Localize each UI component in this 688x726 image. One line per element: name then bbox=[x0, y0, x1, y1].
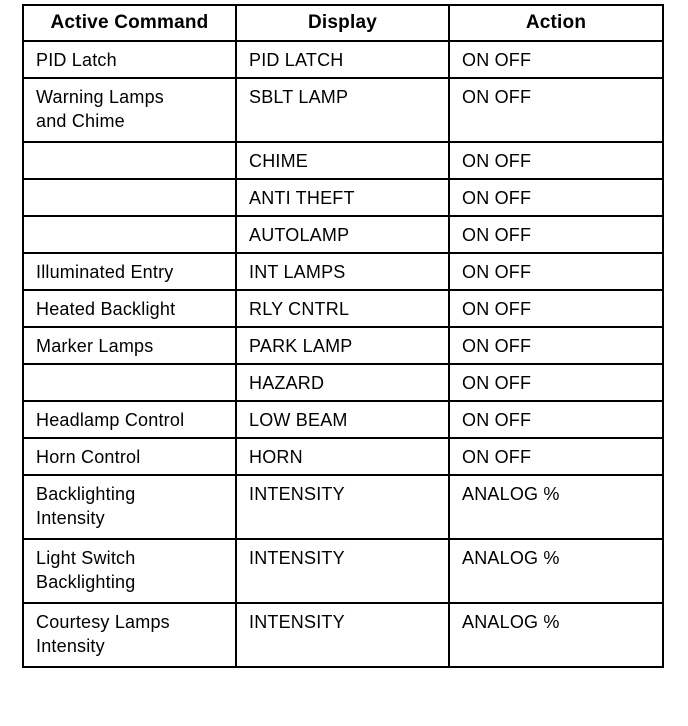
action-label: ON OFF bbox=[462, 50, 532, 70]
command-cell bbox=[23, 179, 236, 216]
command-cell bbox=[23, 401, 236, 438]
action-cell bbox=[449, 475, 663, 539]
action-cell bbox=[449, 142, 663, 179]
table-row bbox=[23, 401, 663, 438]
action-label: ON OFF bbox=[462, 373, 532, 393]
header-row bbox=[23, 5, 663, 41]
command-cell bbox=[23, 539, 236, 603]
command-cell bbox=[23, 475, 236, 539]
action-cell bbox=[449, 438, 663, 475]
action-cell bbox=[449, 539, 663, 603]
action-cell bbox=[449, 216, 663, 253]
action-cell bbox=[449, 78, 663, 142]
action-cell bbox=[449, 290, 663, 327]
action-cell bbox=[449, 401, 663, 438]
action-label: ON OFF bbox=[462, 336, 532, 356]
action-cell bbox=[449, 364, 663, 401]
display-cell bbox=[236, 364, 449, 401]
active-command-table bbox=[22, 4, 664, 668]
header-action: Action bbox=[449, 5, 663, 41]
display-label: INTENSITY bbox=[249, 484, 345, 504]
action-label: ANALOG % bbox=[462, 484, 560, 504]
command-cell bbox=[23, 78, 236, 142]
table-row bbox=[23, 327, 663, 364]
command-cell bbox=[23, 327, 236, 364]
table-row bbox=[23, 179, 663, 216]
display-label: AUTOLAMP bbox=[249, 225, 350, 245]
display-label: SBLT LAMP bbox=[249, 87, 349, 107]
display-cell bbox=[236, 41, 449, 78]
display-cell bbox=[236, 78, 449, 142]
display-label: HAZARD bbox=[249, 373, 325, 393]
command-cell bbox=[23, 142, 236, 179]
command-label: Headlamp Control bbox=[36, 410, 185, 430]
table-row bbox=[23, 539, 663, 603]
command-cell bbox=[23, 364, 236, 401]
command-cell bbox=[23, 290, 236, 327]
display-label: PID LATCH bbox=[249, 50, 344, 70]
display-cell bbox=[236, 179, 449, 216]
table-row bbox=[23, 438, 663, 475]
action-cell bbox=[449, 41, 663, 78]
action-cell bbox=[449, 327, 663, 364]
table-row bbox=[23, 142, 663, 179]
command-label: Backlighting Intensity bbox=[36, 484, 136, 528]
action-label: ON OFF bbox=[462, 262, 532, 282]
command-label: Illuminated Entry bbox=[36, 262, 174, 282]
display-label: LOW BEAM bbox=[249, 410, 348, 430]
header-display: Display bbox=[236, 5, 449, 41]
command-cell bbox=[23, 216, 236, 253]
display-label: RLY CNTRL bbox=[249, 299, 350, 319]
action-label: ON OFF bbox=[462, 188, 532, 208]
action-cell bbox=[449, 179, 663, 216]
command-cell bbox=[23, 603, 236, 667]
table-row bbox=[23, 41, 663, 78]
display-label: CHIME bbox=[249, 151, 308, 171]
command-cell bbox=[23, 41, 236, 78]
display-label: INTENSITY bbox=[249, 548, 345, 568]
display-label: ANTI THEFT bbox=[249, 188, 355, 208]
display-cell bbox=[236, 603, 449, 667]
table-row bbox=[23, 78, 663, 142]
command-cell bbox=[23, 438, 236, 475]
display-cell bbox=[236, 401, 449, 438]
command-label: Heated Backlight bbox=[36, 299, 176, 319]
display-label: PARK LAMP bbox=[249, 336, 353, 356]
table-row bbox=[23, 216, 663, 253]
action-label: ON OFF bbox=[462, 447, 532, 467]
action-label: ON OFF bbox=[462, 151, 532, 171]
header-active-command: Active Command bbox=[23, 5, 236, 41]
action-label: ANALOG % bbox=[462, 612, 560, 632]
command-label: Marker Lamps bbox=[36, 336, 154, 356]
display-label: INT LAMPS bbox=[249, 262, 346, 282]
command-label: Warning Lamps and Chime bbox=[36, 87, 164, 131]
action-label: ON OFF bbox=[462, 410, 532, 430]
display-cell bbox=[236, 253, 449, 290]
display-cell bbox=[236, 438, 449, 475]
action-label: ON OFF bbox=[462, 299, 532, 319]
display-cell bbox=[236, 327, 449, 364]
table-row bbox=[23, 364, 663, 401]
action-cell bbox=[449, 253, 663, 290]
display-cell bbox=[236, 142, 449, 179]
display-label: INTENSITY bbox=[249, 612, 345, 632]
display-cell bbox=[236, 539, 449, 603]
table-row bbox=[23, 253, 663, 290]
action-cell bbox=[449, 603, 663, 667]
command-label: Light Switch Backlighting bbox=[36, 548, 136, 592]
display-label: HORN bbox=[249, 447, 303, 467]
command-label: Courtesy Lamps Intensity bbox=[36, 612, 170, 656]
display-cell bbox=[236, 475, 449, 539]
display-cell bbox=[236, 216, 449, 253]
command-cell bbox=[23, 253, 236, 290]
action-label: ANALOG % bbox=[462, 548, 560, 568]
table-row bbox=[23, 603, 663, 667]
table-row bbox=[23, 290, 663, 327]
command-label: Horn Control bbox=[36, 447, 141, 467]
action-label: ON OFF bbox=[462, 87, 532, 107]
display-cell bbox=[236, 290, 449, 327]
table-row bbox=[23, 475, 663, 539]
action-label: ON OFF bbox=[462, 225, 532, 245]
command-label: PID Latch bbox=[36, 50, 117, 70]
